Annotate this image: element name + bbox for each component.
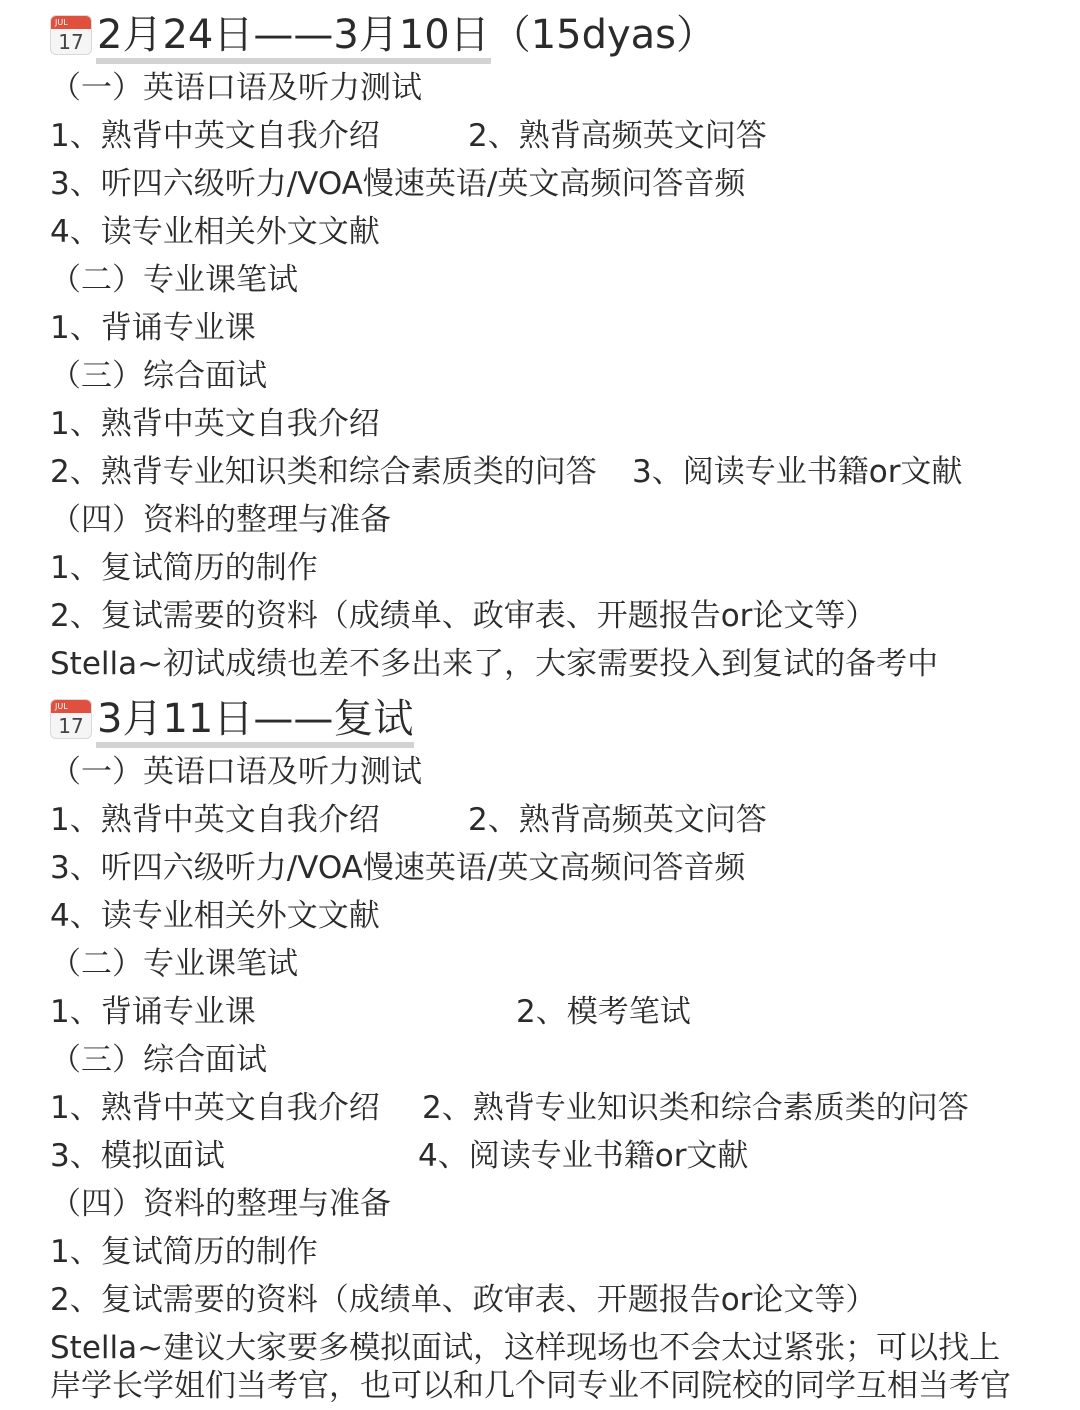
section-1-line: 4、读专业相关外文文献 xyxy=(50,214,380,250)
section-1-line: （三）综合面试 xyxy=(50,358,267,394)
section-1-line: Stella~初试成绩也差不多出来了，大家需要投入到复试的备考中 xyxy=(50,646,939,682)
section-1-duration: （15dyas） xyxy=(490,12,717,58)
section-2-line: 1、熟背中英文自我介绍 2、熟背高频英文问答 xyxy=(50,802,767,838)
section-1-line: （二）专业课笔试 xyxy=(50,262,298,298)
section-2-line: （三）综合面试 xyxy=(50,1042,267,1078)
section-2-line: （二）专业课笔试 xyxy=(50,946,298,982)
section-2-line: 1、复试简历的制作 xyxy=(50,1234,318,1270)
section-1-line: 1、复试简历的制作 xyxy=(50,550,318,586)
section-2-line: 3、听四六级听力/VOA慢速英语/英文高频问答音频 xyxy=(50,850,746,886)
section-2-line: 3、模拟面试 4、阅读专业书籍or文献 xyxy=(50,1138,749,1174)
section-2-heading xyxy=(50,690,414,748)
section-1-line: 1、背诵专业课 xyxy=(50,310,256,346)
section-2-line: 岸学长学姐们当考官，也可以和几个同专业不同院校的同学互相当考官 xyxy=(50,1368,1011,1404)
section-2-date-range: 3月11日——复试 xyxy=(96,690,414,748)
section-1-line: （四）资料的整理与准备 xyxy=(50,502,391,538)
section-1-line: 2、熟背专业知识类和综合素质类的问答 3、阅读专业书籍or文献 xyxy=(50,454,963,490)
section-2-line: （一）英语口语及听力测试 xyxy=(50,754,422,790)
section-1-line: （一）英语口语及听力测试 xyxy=(50,70,422,106)
section-2-line: 1、熟背中英文自我介绍 2、熟背专业知识类和综合素质类的问答 xyxy=(50,1090,969,1126)
calendar-icon: JUL 17 xyxy=(50,699,92,739)
section-1-line: 2、复试需要的资料（成绩单、政审表、开题报告or论文等） xyxy=(50,598,877,634)
calendar-icon: JUL 17 xyxy=(50,15,92,55)
section-1-line: 3、听四六级听力/VOA慢速英语/英文高频问答音频 xyxy=(50,166,746,202)
section-2-line: Stella~建议大家要多模拟面试，这样现场也不会太过紧张；可以找上 xyxy=(50,1330,1001,1366)
section-2-line: 4、读专业相关外文文献 xyxy=(50,898,380,934)
section-1-line: 1、熟背中英文自我介绍 2、熟背高频英文问答 xyxy=(50,118,767,154)
section-1-line: 1、熟背中英文自我介绍 xyxy=(50,406,380,442)
section-1-heading xyxy=(50,6,716,64)
section-1-date-range: 2月24日——3月10日 xyxy=(96,6,491,64)
section-2-line: （四）资料的整理与准备 xyxy=(50,1186,391,1222)
section-2-line: 2、复试需要的资料（成绩单、政审表、开题报告or论文等） xyxy=(50,1282,877,1318)
section-2-line: 1、背诵专业课 2、模考笔试 xyxy=(50,994,691,1030)
